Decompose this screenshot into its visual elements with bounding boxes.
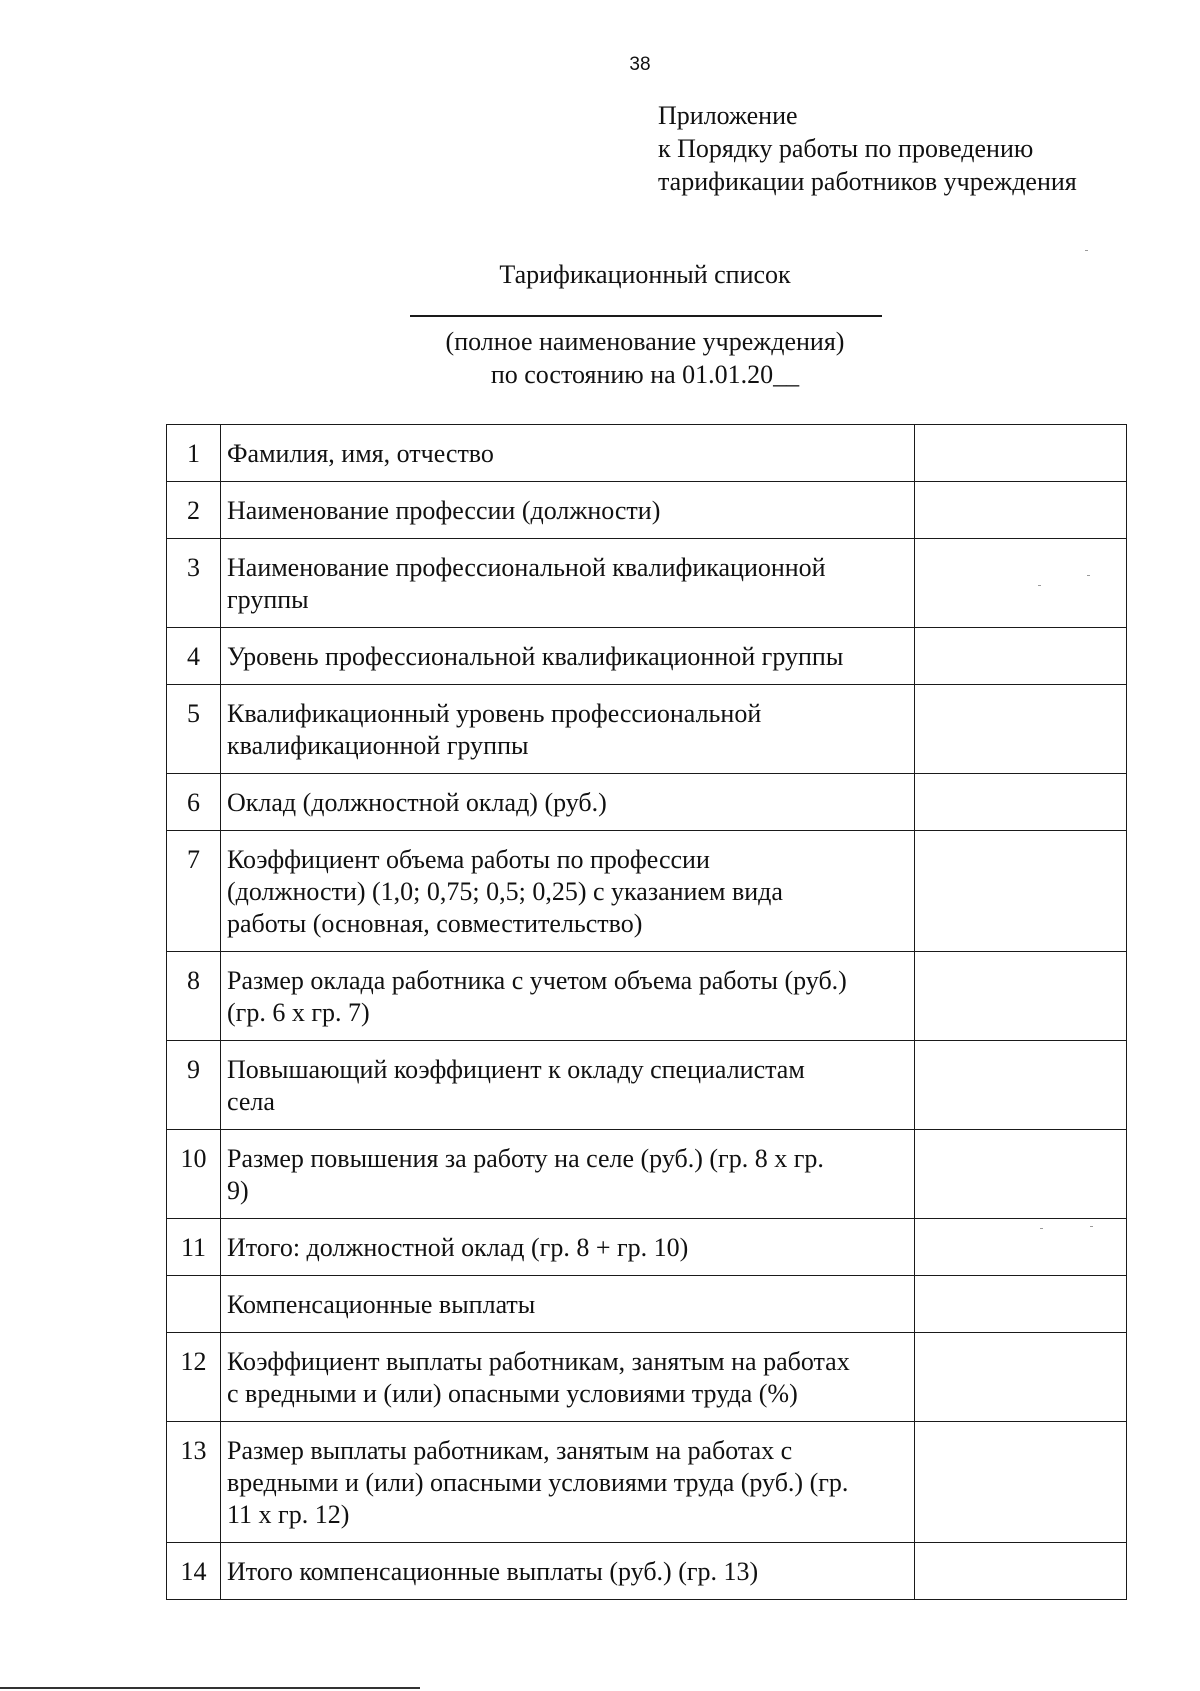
row-value-cell[interactable]	[915, 1130, 1127, 1219]
row-description-line: группы	[227, 585, 309, 614]
row-value-cell[interactable]	[915, 425, 1127, 482]
table-row	[167, 539, 1127, 628]
row-number: 4	[167, 628, 221, 685]
row-value-cell[interactable]	[915, 952, 1127, 1041]
row-description-line: Итого компенсационные выплаты (руб.) (гр. 13)	[227, 1557, 759, 1586]
page-number: 38	[629, 54, 651, 75]
table-row	[167, 1422, 1127, 1543]
row-description	[221, 1276, 915, 1333]
document-title-block	[410, 258, 880, 391]
row-description-line: Квалификационный уровень профессиональной	[227, 699, 762, 728]
row-description-line: Наименование профессии (должности)	[227, 496, 661, 525]
row-description-line: Повышающий коэффициент к окладу специалистам	[227, 1055, 805, 1084]
row-number: 11	[167, 1219, 221, 1276]
row-value-cell[interactable]	[915, 685, 1127, 774]
row-value-cell[interactable]	[915, 1276, 1127, 1333]
row-description-line: Коэффициент объема работы по профессии	[227, 845, 710, 874]
row-description-line: работы (основная, совместительство)	[227, 909, 643, 938]
fill-line-caption: (полное наименование учреждения)	[445, 327, 845, 356]
row-number: 7	[167, 831, 221, 952]
row-description-line: Размер выплаты работникам, занятым на работах с	[227, 1436, 793, 1465]
row-description-line: села	[227, 1087, 275, 1116]
row-value-cell[interactable]	[915, 482, 1127, 539]
scan-speck	[1040, 1228, 1043, 1229]
table-row	[167, 1219, 1127, 1276]
row-description-line: (должности) (1,0; 0,75; 0,5; 0,25) с указанием вида	[227, 877, 783, 906]
row-number: 8	[167, 952, 221, 1041]
row-value-cell[interactable]	[915, 774, 1127, 831]
row-description	[221, 774, 915, 831]
row-description-line: 9)	[227, 1176, 249, 1205]
row-description	[221, 1041, 915, 1130]
row-description-line: Размер повышения за работу на селе (руб.) (гр. 8 х гр.	[227, 1144, 824, 1173]
row-number: 13	[167, 1422, 221, 1543]
table-row	[167, 1130, 1127, 1219]
appendix-line: тарификации работников учреждения	[658, 167, 1077, 196]
row-value-cell[interactable]	[915, 1543, 1127, 1600]
table-row	[167, 482, 1127, 539]
row-description-line: с вредными и (или) опасными условиями труда (%)	[227, 1379, 798, 1408]
tariff-table-body	[167, 425, 1127, 1600]
appendix-header	[658, 99, 1077, 198]
row-description-line: Уровень профессиональной квалификационной группы	[227, 642, 844, 671]
row-number: 14	[167, 1543, 221, 1600]
row-description	[221, 685, 915, 774]
row-description-line: Оклад (должностной оклад) (руб.)	[227, 788, 607, 817]
row-description	[221, 1543, 915, 1600]
row-number: 3	[167, 539, 221, 628]
row-description-line: Итого: должностной оклад (гр. 8 + гр. 10)	[227, 1233, 689, 1262]
table-row	[167, 1543, 1127, 1600]
row-description	[221, 482, 915, 539]
tariff-table	[166, 424, 1127, 1600]
row-description-line: 11 х гр. 12)	[227, 1500, 350, 1529]
row-number: 9	[167, 1041, 221, 1130]
row-description	[221, 539, 915, 628]
scan-speck	[1087, 575, 1090, 576]
table-row	[167, 425, 1127, 482]
row-number: 5	[167, 685, 221, 774]
row-description	[221, 952, 915, 1041]
row-description	[221, 1333, 915, 1422]
row-value-cell[interactable]	[915, 1219, 1127, 1276]
row-value-cell[interactable]	[915, 539, 1127, 628]
document-title: Тарификационный список	[499, 260, 791, 289]
table-row	[167, 1276, 1127, 1333]
scan-speck	[1090, 1226, 1093, 1227]
scan-bottom-edge-line	[0, 1687, 420, 1689]
scan-speck	[1085, 250, 1088, 251]
row-value-cell[interactable]	[915, 628, 1127, 685]
row-value-cell[interactable]	[915, 831, 1127, 952]
row-description	[221, 1422, 915, 1543]
row-number: 10	[167, 1130, 221, 1219]
table-row	[167, 628, 1127, 685]
row-number: 12	[167, 1333, 221, 1422]
table-row	[167, 952, 1127, 1041]
table-row	[167, 1041, 1127, 1130]
row-value-cell[interactable]	[915, 1333, 1127, 1422]
row-description-line: (гр. 6 х гр. 7)	[227, 998, 370, 1027]
row-description	[221, 1130, 915, 1219]
row-number	[167, 1276, 221, 1333]
table-row	[167, 1333, 1127, 1422]
appendix-line: Приложение	[658, 101, 798, 130]
row-value-cell[interactable]	[915, 1422, 1127, 1543]
row-description	[221, 831, 915, 952]
row-description	[221, 628, 915, 685]
row-number: 1	[167, 425, 221, 482]
table-row	[167, 774, 1127, 831]
row-description-line: Наименование профессиональной квалификационной	[227, 553, 826, 582]
row-description-line: квалификационной группы	[227, 731, 529, 760]
row-description	[221, 1219, 915, 1276]
table-row	[167, 685, 1127, 774]
as-of-date: по состоянию на 01.01.20__	[490, 360, 800, 389]
row-number: 6	[167, 774, 221, 831]
appendix-line: к Порядку работы по проведению	[658, 134, 1034, 163]
row-description-line: Коэффициент выплаты работникам, занятым на работах	[227, 1347, 850, 1376]
table-row	[167, 831, 1127, 952]
row-number: 2	[167, 482, 221, 539]
row-description-line: Размер оклада работника с учетом объема работы (руб.)	[227, 966, 847, 995]
scan-speck	[1038, 585, 1041, 586]
row-description-line: Фамилия, имя, отчество	[227, 439, 494, 468]
institution-name-fill-line	[410, 315, 882, 317]
row-value-cell[interactable]	[915, 1041, 1127, 1130]
row-description-line: вредными и (или) опасными условиями труда (руб.) (гр.	[227, 1468, 849, 1497]
row-description-line: Компенсационные выплаты	[227, 1290, 536, 1319]
row-description	[221, 425, 915, 482]
